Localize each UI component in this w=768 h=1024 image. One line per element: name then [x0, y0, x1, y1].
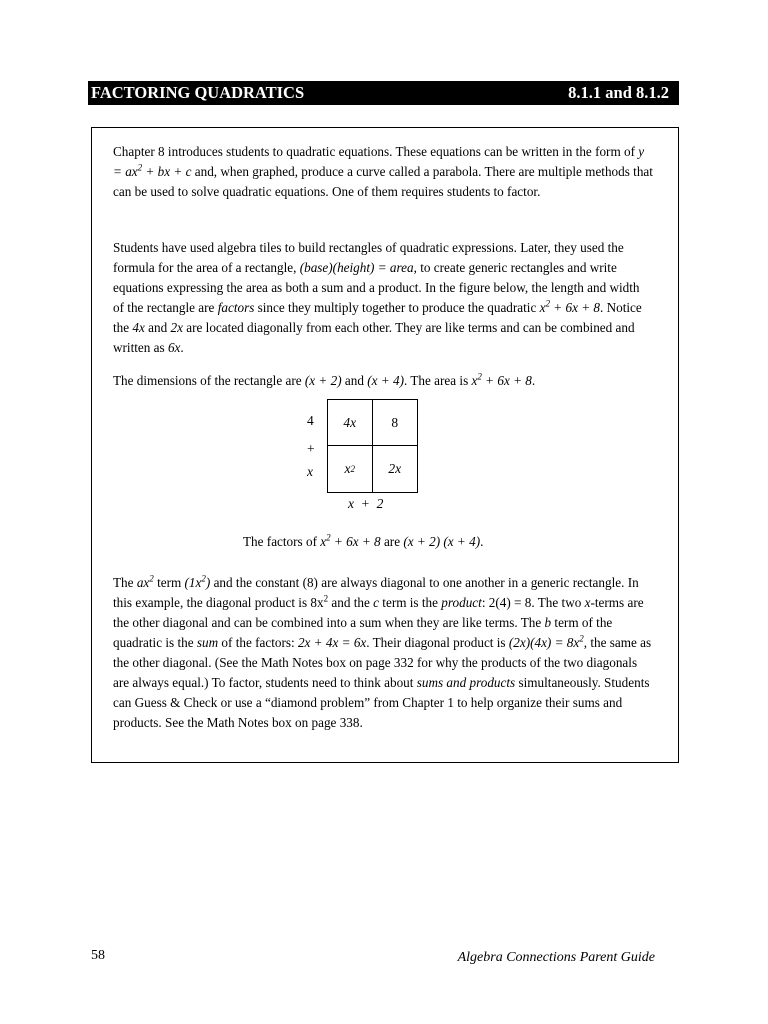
sums-and-products: sums and products	[416, 675, 516, 690]
quadratic-expression: $x^2 + 6x + 8$	[539, 298, 601, 315]
section-title: FACTORING QUADRATICS	[91, 83, 305, 102]
text: simultaneously. Students can Guess & Check or use a “diamond problem” from Chapter 1 to help organize their sums and products. See the Math Notes box on page 338.	[113, 675, 650, 730]
term-2x: 2x	[170, 320, 183, 335]
text: :	[481, 595, 489, 610]
product-equation: 2(4) = 8	[488, 595, 532, 610]
text: . Their diagonal product is	[366, 635, 509, 650]
text: term	[153, 575, 185, 590]
text: .	[531, 373, 536, 388]
dimension-2: (x + 4)	[367, 373, 404, 388]
quadratic-expression: $x^2 + 6x + 8$	[320, 532, 381, 549]
text: The factors of	[243, 534, 321, 549]
diagonal-equation: $(2x)(4x) = 8x^2$	[508, 633, 584, 650]
tile-x-squared: x 2	[328, 446, 373, 492]
text: of the factors:	[218, 635, 298, 650]
diagonal-paragraph	[113, 573, 653, 733]
dimensions-paragraph	[113, 371, 653, 391]
text: are located diagonally from each other. They are like terms and can be combined and written as	[113, 320, 635, 355]
text: The	[113, 575, 137, 590]
c-term: c	[373, 595, 379, 610]
superscript: 2	[323, 593, 329, 604]
text: -terms are the other diagonal and can be combined into a sum when they are like terms. The	[113, 595, 644, 630]
sum-word: sum	[196, 635, 219, 650]
factor-2: (x + 4)	[443, 534, 481, 549]
bottom-label: x + 2	[348, 496, 384, 511]
area-formula: (base)(height) = area	[299, 260, 414, 275]
text: and the	[328, 595, 374, 610]
text: . The two	[531, 595, 585, 610]
text: Students have used algebra tiles to build rectangles of quadratic expressions. Later, they used the formula for the area of a rectangle,	[113, 240, 624, 275]
tiles-paragraph	[113, 238, 653, 358]
page-number: 58	[91, 948, 105, 963]
text: , to create generic rectangles and write equations expressing the area as both a sum and a product. In the figure below, the length and width of the rectangle are	[113, 260, 640, 315]
area-expression: $x^2 + 6x + 8$	[471, 371, 532, 388]
text: and, when graphed, produce a curve called a parabola. There are multiple methods that can be used to solve quadratic equations. One of them requires students to factor.	[113, 164, 653, 199]
text: The dimensions of the rectangle are	[113, 373, 305, 388]
text: . Notice the	[113, 300, 642, 335]
tile-8: 8	[373, 400, 418, 446]
text: .	[480, 534, 484, 549]
text: and	[341, 373, 368, 388]
text: , the same as the other diagonal. (See the Math Notes box on page 332 for why the products of the two diagonals are always equal.) To factor, students need to think about	[113, 635, 652, 690]
text: .	[180, 340, 184, 355]
text: Chapter 8 introduces students to quadratic equations. These equations can be written in the form of	[113, 144, 639, 159]
side-label-4: 4	[307, 413, 314, 428]
section-numbers: 8.1.1 and 8.1.2	[568, 83, 669, 102]
text: are	[380, 534, 404, 549]
side-label-x: x	[307, 464, 313, 479]
section-header	[88, 81, 679, 105]
tile-2x: 2x	[388, 461, 402, 476]
sum-equation: 2x + 4x = 6x	[297, 635, 367, 650]
tile-4x: 4x	[328, 400, 373, 446]
factors-line	[243, 532, 663, 552]
b-term: b	[544, 615, 552, 630]
text: term is the	[379, 595, 442, 610]
book-title: Algebra Connections Parent Guide	[457, 950, 655, 965]
dimension-1: (x + 2)	[304, 373, 342, 388]
generic-rectangle	[327, 399, 418, 493]
ax-squared: $ax^2$	[136, 573, 154, 590]
factors-word: factors	[217, 300, 255, 315]
intro-paragraph	[113, 142, 653, 202]
factor-1: (x + 2)	[403, 534, 441, 549]
text: since they multiply together to produce the quadratic	[254, 300, 540, 315]
text: . The area is	[404, 373, 472, 388]
one-x-squared: $(1x^2)$	[184, 573, 211, 590]
term-6x: 6x	[167, 340, 181, 355]
text: and	[144, 320, 171, 335]
equation: $y = ax^2$ + bx + c	[113, 144, 645, 179]
side-label-plus: +	[307, 441, 315, 456]
term-4x: 4x	[132, 320, 145, 335]
text: term of the quadratic is the	[113, 615, 613, 650]
text: and the constant (8) are always diagonal to one another in a generic rectangle. In this example, the diagonal product is 8x	[113, 575, 639, 610]
x-word: x	[584, 595, 591, 610]
product-word: product	[441, 595, 482, 610]
